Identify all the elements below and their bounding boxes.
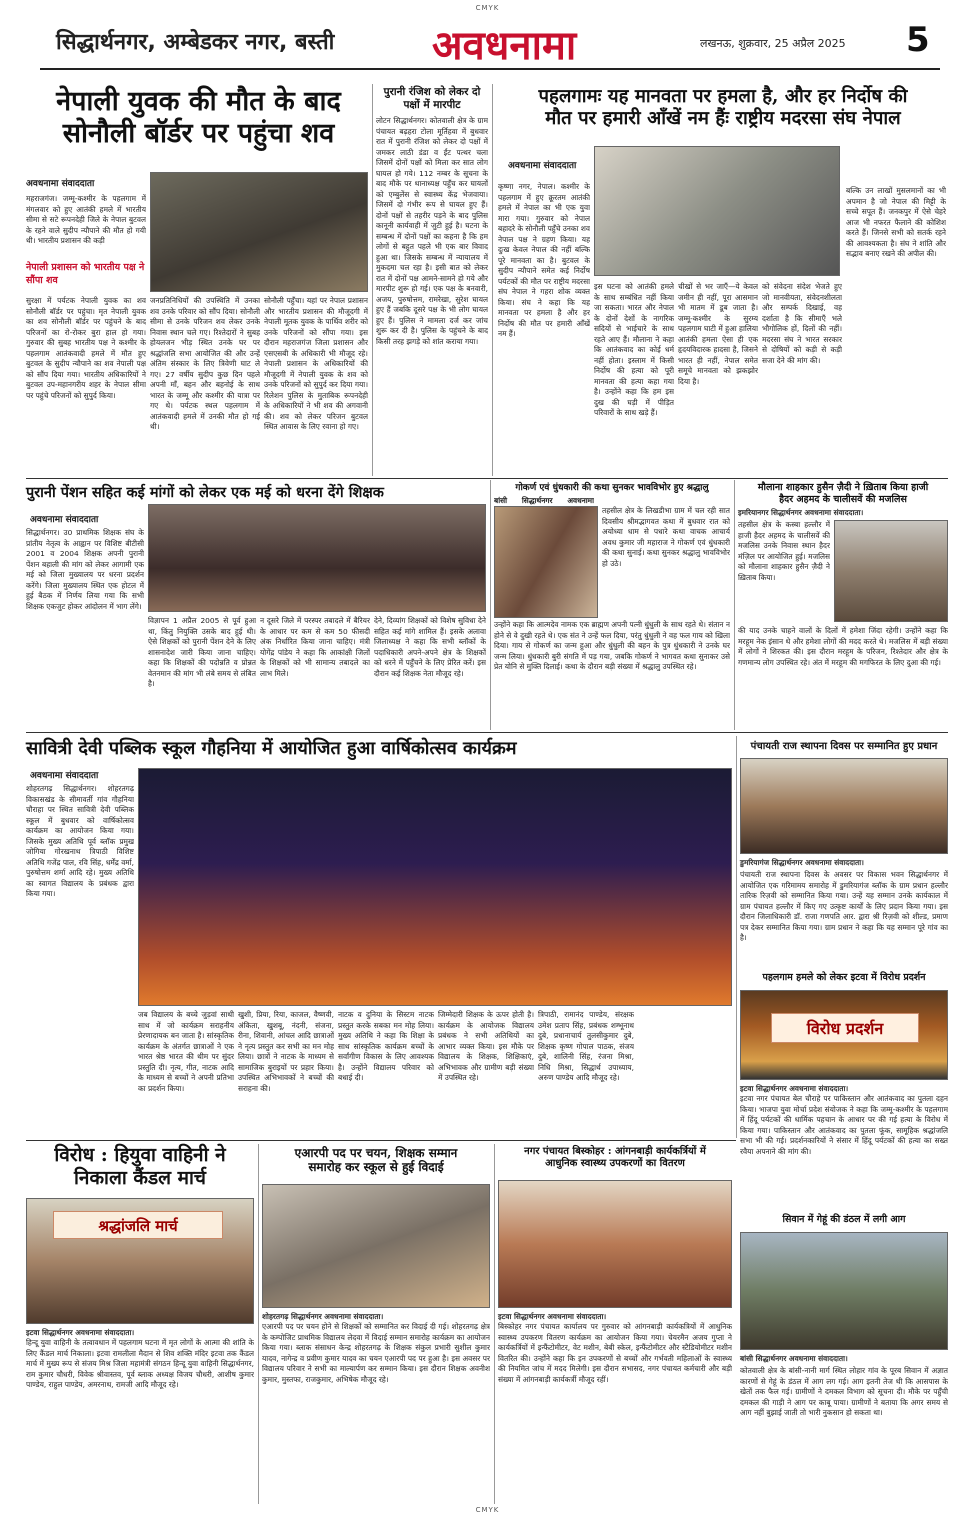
pahalgam-headline: [498, 86, 948, 130]
savitri-headline: सावित्री देवी पब्लिक स्कूल गौहनिया में आयोजित हुआ वार्षिकोत्सव कार्यक्रम: [26, 738, 517, 759]
maulana-body-bottom: की याद उनके चाहने वालों के दिलों में हमेशा जिंदा रहेगी। उन्होंने कहा कि मरहूम नेक इंसान थे और हमेशा लोगों की मदद करते थे। मजलिस में बड़ी संख्या में लोगों ने शिरकत की। इस दौरान मरहूम के परिजन, रिश्तेदार और क्षेत्र के गणमान्य लोग उपस्थित रहे। अंत में मरहूम की मगफिरत के लिए दुआ की गई।: [738, 626, 948, 667]
savitri-col5: जिम्मेदारी शिक्षक के ऊपर होती है। कार्यक्रम के आयोजक विद्यालय प्रबंधक ने सभी अतिथियों का आभार व्यक्त किया। इस मौके पर विद्यालय के शिक्षक, शिक्षिकाएं, अभिभावक और ग्रामीण बड़ी संख्या में उपस्थित रहे।: [438, 1010, 534, 1083]
nepal-headline-line1: नेपाली युवक की मौत के बाद: [56, 86, 341, 117]
wheat-body: कोतवाली क्षेत्र के बांसी-नानी मार्ग स्थित लोहार गांव के पूरब सिवान में अज्ञात कारणों से गेहूं के डंठल में आग लग गई। आग इतनी तेज थी कि आसपास के खेतों तक फैल गई। ग्रामीणों ने दमकल विभाग को सूचना दी। मौके पर पहुँची दमकल की गाड़ी ने आग पर काबू पाया। ग्रामीणों ने बताया कि अगर समय से आग नहीं बुझाई जाती तो भारी नुकसान हो सकता था।: [740, 1366, 948, 1418]
nepal-headline-line2: सोनौली बॉर्डर पर पहुंचा शव: [62, 118, 335, 150]
masthead: [40, 14, 940, 70]
section-rule: [26, 478, 948, 479]
savitri-col1: शोहरतगढ़ सिद्धार्थनगर। शोहरतगढ़ विकासखंड के सीमावर्ती गांव गौहनिया चौराहा पर स्थित सावित्री देवी पब्लिक स्कूल में बुधवार को वार्षिकोत्सव कार्यक्रम का आयोजन किया गया। जिसके मुख्य अतिथि पूर्व ब्लॉक प्रमुख जोगिया गोरखनाथ त्रिपाठी विशिष्ट अतिथि गजेंद्र पाल, रवि सिंह, धर्मेंद्र वर्मा, पुरुषोत्तम शर्मा आदि रहे। मुख्य अतिथि का स्वागत विद्यालय के प्रबंधक द्वारा किया गया।: [26, 784, 134, 899]
pahalgam-col3: चीखों से भर जाएँ—ये केवल जमीन ही नहीं, पूरा आसमान भी मातम में डूब जाता है। जम्मू-कश्मीर के सुरम्य पहलगाम घाटी में हुआ हालिया आतंकी हमला ऐसा ही एक हृदयविदारक हादसा है, जिसने भारत ही नहीं, नेपाल समेत समूचे मानवता को झकझोर दिया है।: [678, 282, 758, 386]
wheat-photo: [740, 1232, 948, 1350]
anganwadi-headline-line2: आधुनिक स्वास्थ्य उपकरणों का वितरण: [545, 1158, 685, 1169]
maulana-body-top: तहसील क्षेत्र के कस्बा हल्लौर में हाजी हैदर अहमद के चालीसवें की मजलिस उनके निवास स्थान हैदर मंज़िल पर आयोजित हुई। मजलिस को मौलाना शाहकार हुसैन ज़ैदी ने ख़िताब किया।: [738, 520, 830, 582]
savitri-col6: त्रिपाठी, रामानंद पाण्डेय, संरक्षक उमेश प्रताप सिंह, प्रबंधक शम्भूनाथ दुबे, प्रधानाचार्य तुलसीकुमार दुबे, शिक्षक कृष्ण गोपाल पाठक, संजय दुबे, शालिनी सिंह, रंजना मिश्रा, निधि मिश्रा, सिद्धार्थ उपाध्याय, अरुण पाण्डेय आदि मौजूद रहे।: [538, 1010, 634, 1083]
page-number: 5: [906, 20, 930, 60]
pahalgam-col4: को संवेदना संदेश भेजते हुए जो मानवीयता, संवेदनशीलता और सम्पर्क दिखाई, वह दर्शाता है कि सीमाएँ भले भौगोलिक हों, दिलों की नहीं। मदरसा संघ ने भारत सरकार से दोषियों को कड़ी से कड़ी सजा देने की मांग की।: [762, 282, 842, 365]
shradh-headline: गोकर्ण एवं धुंधकारी की कथा सुनकर भावविभोर हुए श्रद्धालु: [515, 483, 709, 493]
clash-body: लोटन सिद्धार्थनगर। कोतवाली क्षेत्र के ग्राम पंचायत बढ़हरा टोला मूर्तिहवा में बुधवार रात में पुरानी रंजिश को लेकर दो पक्षों में जमकर लाठी डंडा व ईंट पत्थर चला जिसमें दोनों पक्षों को मिला कर सात लोग घायल हो गये। 112 नम्बर के सूचना के बाद मौके पर थानाध्यक्ष पहुँच कर घायलों को एम्बुलेंस से स्वास्थ्य केंद्र भेजवाया। जिसमें दो गंभीर रूप से घायल हुए हैं। दोनों पक्षों से तहरीर पड़ने के बाद पुलिस कानूनी कार्यवाही में जुटी हुई है। घटना के सम्बन्ध में दोनों पक्षों का कहना है कि हम लोगों से बहुत पहले भी एक बार विवाद हुआ था। जिसके सम्बन्ध में न्यायालय में मुकदमा चल रहा है। इसी बात को लेकर रात में दोनों पक्ष आमने-सामने हो गये और मारपीट शुरू हो गई। एक पक्ष के बनवारी, अजय, पुरुषोत्तम, रामरेखा, सुरेश घायल हुए हैं जबकि दूसरे पक्ष के भी लोग घायल हुए हैं। पुलिस ने मामला दर्ज कर जांच शुरू कर दी है। पुलिस के पहुंचने के बाद किसी तरह झगड़े को शांत कराया गया।: [376, 116, 488, 346]
nepal-col2: जनप्रतिनिधियों की उपस्थिति में उनका शव उनके परिवार को सौंप दिया। सोनौली सीमा से उनके परिजन शव लेकर उनके निवास स्थान चले गए। रिश्तेदारों ने सुबह होयलजन भीड़ स्थित उनके घर पर श्रद्धांजलि सभा आयोजित की और उन्हें अंतिम संस्कार के लिए त्रिवेणी घाट ले गए। 27 वर्षीय सुदीप कुछ दिन पहले अपनी माँ, बहन और बहनोई के साथ भारत के जम्मू और कश्मीर की यात्रा पर गए थे। पर्यटक स्थल पहलगाम में आतंकवादी हमले में उनकी मौत हो गई थी।: [150, 296, 260, 432]
nepal-byline: अवधनामा संवाददाता: [26, 179, 95, 189]
arp-headline-line2: समारोह कर स्कूल से हुई विदाई: [308, 1160, 444, 1175]
pahalgam-col1: कृष्णा नगर, नेपाल। कश्मीर के पहलगाम में हुए क्रूरतम आतंकी हमले में नेपाल का भी एक युवा मारा गया। गुरुवार को नेपाल बहादरे के सोनौली पहुँचे उनका शव नेपाल पक्ष ने ग्रहण किया। यह दुःख केवल नेपाल की नहीं बल्कि पूरे मानवता का है। बुटवल के सुदीप न्यौपाने समेत कई निर्दोष पर्यटकों की मौत पर राष्ट्रीय मदरसा संघ नेपाल ने गहरा शोक व्यक्त किया। संघ ने कहा कि यह मानवता पर हमला है और हर निर्दोष की मौत पर हमारी आँखें नम हैं।: [498, 182, 590, 339]
teachers-col2: विज्ञापन 1 अप्रैल 2005 से पूर्व हुआ था, किंतु नियुक्ति उसके बाद हुई थी। ऐसे शिक्षकों को पुरानी पेंशन देने के लिए शासनादेश जारी किया जाना चाहिए। कहा कि शिक्षकों की पदोन्नति व प्रोन्नत वेतनमान की मांग भी लंबे समय से लंबित है।: [148, 616, 256, 689]
teachers-photo: [148, 504, 486, 612]
arp-headline-line1: एआरपी पद पर चयन, शिक्षक सम्मान: [294, 1146, 458, 1160]
shradh-body-top: तहसील क्षेत्र के लिखडीभा ग्राम में चल रही सात दिवसीय श्रीमद्भागवत कथा में बुधवार रात को अयोध्या धाम से पधारे कथा वाचक आचार्य अवध कुमार जी महाराज ने गोकर्ण एवं धुंधकारी की कथा सुनाई। कथा सुनकर श्रद्धालु भावविभोर हो उठे।: [602, 506, 730, 568]
shradh-photo: [494, 506, 598, 618]
divider: [492, 84, 493, 476]
anganwadi-body: बिस्कोहर नगर पंचायत कार्यालय पर गुरुवार को आंगनबाड़ी कार्यकत्रियों में आधुनिक स्वास्थ्य उपकरण वितरण कार्यक्रम का आयोजन किया गया। चेयरमैन अजय गुप्ता ने कार्यकर्त्रियों में इन्फैंटोमीटर, वेट मशीन, बेबी स्केल, इन्फैंटोमीटर और स्टैडियोमीटर मशीन वितरित की। उन्होंने कहा कि इन उपकरणों से बच्चों और गर्भवती महिलाओं के स्वास्थ्य की नियमित जांच में मदद मिलेगी। इस दौरान सभासद, नगर पंचायत कर्मचारी और बड़ी संख्या में आंगनबाड़ी कार्यकर्त्री मौजूद रहीं।: [498, 1322, 732, 1384]
candle-headline-line2: निकाला कैंडल मार्च: [74, 1166, 206, 1189]
nepal-col1-bottom: सुरक्षा में पर्यटक नेपाली युवक का शव सोनौली बॉर्डर पर पहुंचा। मृत नेपाली युवक का शव सोनौली बॉर्डर पर पहुंचने के बाद परिजनों का रो-रोकर बुरा हाल हो गया। गुरुवार की सुबह भारतीय पक्ष ने कश्मीर के पहलगाम आतंकवादी हमले में मौत हुए बुटवल के सुदीप न्यौपाने का शव नेपाली पक्ष को सौंप दिया गया। भारतीय अधिकारियों ने बुटवल उप-महानगरीय शहर के नेपाल सीमा पर पहुंचे परिजनों को सुपुर्द किया।: [26, 296, 146, 400]
anganwadi-headline: [498, 1146, 732, 1170]
divider: [494, 1144, 495, 1504]
protest-photo: [740, 990, 948, 1080]
panchayat-body: पंचायती राज स्थापना दिवस के अवसर पर विकास भवन सिद्धार्थनगर में आयोजित एक गरिमामय समारोह में डुमरियागंज ब्लॉक के ग्राम प्रधान हल्लौर तारिक रिज़वी को सम्मानित किया गया। उन्हें यह सम्मान उनके कार्यकाल में ग्राम पंचायत हल्लौर में किए गए उत्कृष्ट कार्यों के लिए प्रदान किया गया। इस दौरान जिलाधिकारी डॉ. राजा गणपति आर. द्वारा श्री रिज़वी को शील्ड, प्रमाण पत्र देकर सम्मानित किया गया। ग्राम प्रधान ने कहा कि यह सम्मान पूरे गांव का है।: [740, 870, 948, 943]
anganwadi-headline-line1: नगर पंचायत बिस्कोहर : आंगनबाड़ी कार्यकर्त्रियों में: [524, 1146, 706, 1157]
protest-banner: विरोध प्रदर्शन: [771, 1013, 919, 1043]
protest-headline: पहलगाम हमले को लेकर इटवा में विरोध प्रदर्शन: [762, 972, 926, 983]
anganwadi-photo: [498, 1180, 732, 1308]
clash-headline-line1: पुरानी रंजिश को लेकर दो: [383, 86, 481, 98]
nepal-col1-top: महराजगंज। जम्मू-कश्मीर के पहलगाम में मंगलवार को हुए आतंकी हमले में भारतीय सीमा से सटे रूपनदेही जिले के नेपाल बुटवल के रहने वाले सुदीप न्यौपाने की मौत हो गयी थी। भारतीय प्रशासन की कड़ी: [26, 194, 146, 246]
candle-headline: [26, 1144, 254, 1190]
candle-headline-line1: विरोध : हियुवा वाहिनी ने: [54, 1144, 226, 1166]
nepal-headline: [26, 86, 371, 151]
section-rule: [26, 732, 948, 733]
candle-byline: इटवा सिद्धार्थनगर अवधनामा संवाददाता।: [26, 1328, 135, 1337]
pahalgam-col5: बल्कि उन लाखों मुसलमानों का भी अपमान है जो नेपाल की मिट्टी के सच्चे सपूत हैं। जनकपुर में ऐसे चेहरे आज भी नफरत फैलाने की कोशिश करते हैं। जिनसे सभी को सतर्क रहने की आवश्यकता है। संघ ने शांति और सद्भाव बनाए रखने की अपील की।: [846, 186, 946, 259]
anganwadi-byline: इटवा सिद्धार्थनगर अवधनामा संवाददाता।: [498, 1312, 607, 1321]
print-mark-bottom: CMYK: [475, 1506, 500, 1514]
nepal-col3: सोनौली पहुँचा। यहां पर नेपाल प्रशासन और भारतीय प्रशासन की मौजूदगी में नेपाली मूतक युवक के पार्थिव शरीर को उनके परिजनों को सौंपा गया। इस दौरान महराजगंज जिला प्रशासन और एसएसबी के अधिकारी भी मौजूद रहे। नेपाली प्रशासन के अधिकारियों की मौजूदगी में नेपाली युवक के शव को उनके परिजनों को सुपुर्द कर दिया गया। रिलेशन पुलिस के मुताबिक रूपनदेही के अधिकारियों ने भी शव की अगवानी की। शव को लेकर परिजन बुटवल स्थित आवास के लिए रवाना हो गए।: [264, 296, 368, 432]
divider: [372, 84, 373, 476]
divider: [734, 480, 735, 730]
arp-byline: शोहरतगढ़ सिद्धार्थनगर अवधनामा संवाददाता।: [262, 1312, 384, 1321]
savitri-col2: जब विद्यालय के बच्चे जुड़वां साथी साथ में जो कार्यक्रम सराहनीय प्रेरणादायक बन जाता है। सांस्कृतिक कार्यक्रम के अंतर्गत छात्राओं ने एक भारत श्रेष्ठ भारत की थीम पर सुंदर प्रस्तुति दी। नृत्य, गीत, नाटक आदि के माध्यम से बच्चों ने अपनी प्रतिभा का प्रदर्शन किया।: [138, 1010, 234, 1093]
shradh-byline: बांसी सिद्धार्थनगर अवधनामा: [494, 496, 594, 505]
savitri-photo: [138, 768, 732, 1006]
pahalgam-byline: अवधनामा संवाददाता: [508, 161, 577, 171]
savitri-col4: नाटक व दुनिया के सिस्टम नाटक प्रस्तुत करके सबका मन मोह लिया। मुख्य अतिथि ने कहा कि शिक्षा के साथ सांस्कृतिक कार्यक्रम बच्चों के सर्वांगीण विकास के लिए आवश्यक है। उन्होंने विद्यालय परिवार को बधाई दी।: [338, 1010, 434, 1083]
maulana-headline: [738, 482, 948, 507]
divider: [258, 1144, 259, 1504]
protest-byline: इटवा सिद्धार्थनगर अवधनामा संवाददाता।: [740, 1084, 849, 1093]
pahalgam-headline-line1: पहलगामः यह मानवता पर हमला है, और हर निर्दोष की: [538, 86, 908, 107]
clash-headline: [376, 86, 488, 111]
pahalgam-photo: [594, 146, 840, 276]
candle-body: हिन्दू युवा वाहिनी के तत्वावधान में पहलगाम घटना में मृत लोगों के आत्मा की शांति के लिए कैंडल मार्च निकाला। इटवा रामलीला मैदान से शिव शक्ति मंदिर इटवा तक कैंडल मार्च में मुख्य रूप से संजय मिश्र जिला महामंत्री संगठन हिन्दू युवा वाहिनी सिद्धार्थनगर, राम कुमार चौधरी, विवेक श्रीवास्तव, पूर्व ब्लाक अध्यक्ष विजय चौधरी, आशीष कुमार पाण्डेय, राहुल पाण्डेय, अमरनाथ, रामजी आदि मौजूद रहे।: [26, 1338, 254, 1390]
teachers-col3: न दूसरे जिले में परस्पर तबादले में बैरियर के आधार पर कम से कम 50 फीसदी अंक निर्धारित किया जाना चाहिए। मंत्री योगेंद्र पांडेय ने कहा कि आकांक्षी जिलों के शिक्षकों को भी सामान्य तबादले का लाभ मिले।: [260, 616, 370, 678]
divider: [490, 480, 491, 730]
protest-body: इटवा नगर पंचायत बेल चौराहे पर पाकिस्तान और आतंकवाद का पुतला दहन किया। भाजपा युवा मोर्चा प्रदेश संयोजक ने कहा कि जम्मू-कश्मीर के पहलगाम में हिंदू पर्यटकों की धार्मिक पहचान के आधार पर की गई हत्या के विरोध में किया गया। पाकिस्तान और आतंकवाद का पुतला फूंक, सामूहिक श्रद्धांजलि सभा भी की गई। प्रदर्शनकारियों ने संसार में हिंदू पर्यटकों की हत्या का सख्त रवैया अपनाने की मांग की।: [740, 1094, 948, 1156]
teachers-col1: सिद्धार्थनगर। उ0 प्राथमिक शिक्षक संघ के प्रांतीय नेतृत्व के आह्वान पर विशिष्ट बीटीसी 2001 व 2004 शिक्षक अपनी पुरानी पेंशन बहाली की मांग को लेकर आगामी एक मई को जिला मुख्यालय पर धरना प्रदर्शन करेंगे। जिला मुख्यालय स्थित एक होटल में हुई बैठक में निर्णय लिया गया कि सभी शिक्षक एकजुट होकर आंदोलन में भाग लेंगे।: [26, 528, 144, 611]
candle-banner: श्रद्धांजलि मार्च: [53, 1211, 223, 1239]
shradh-body-bottom: उन्होंने कहा कि आत्मदेव नामक एक ब्राह्मण अपनी पत्नी धुंधुली के साथ रहते थे। संतान न होने से वे दुखी रहते थे। एक संत ने उन्हें फल दिया, परंतु धुंधुली ने वह फल गाय को खिला दिया। गाय से गोकर्ण का जन्म हुआ और धुंधुली की बहन के पुत्र धुंधकारी ने उनके घर जन्म लिया। धुंधकारी बुरी संगति में पड़ गया, जबकि गोकर्ण ने भागवत कथा सुनाकर उसे प्रेत योनि से मुक्ति दिलाई। कथा के दौरान बड़ी संख्या में श्रद्धालु उपस्थित रहे।: [494, 620, 730, 672]
panchayat-byline: डुमरियागंज सिद्धार्थनगर अवधनामा संवाददाता।: [740, 858, 864, 867]
teachers-col4: देने, दिव्यांग शिक्षकों को विशेष सुविधा देने सहित कई मांगे शामिल हैं। इसके अलावा जिलाध्यक्ष ने कहा कि सभी ब्लॉकों के पदाधिकारी अपने-अपने क्षेत्र के शिक्षकों को धरने में पहुँचने के लिए प्रेरित करें। इस दौरान कई शिक्षक नेता मौजूद रहे।: [374, 616, 486, 678]
panchayat-photo: [740, 758, 948, 854]
region-label: सिद्धार्थनगर, अम्बेडकर नगर, बस्ती: [56, 30, 335, 55]
newspaper-logo: अवधनामा: [432, 22, 577, 69]
candle-photo: [26, 1198, 254, 1324]
maulana-byline: इमरियानगर सिद्धार्थनगर अवधनामा संवाददाता।: [738, 508, 864, 517]
arp-photo: [262, 1184, 490, 1308]
maulana-headline-line1: मौलाना शाहकार हुसैन ज़ैदी ने ख़िताब किया हाजी: [757, 482, 929, 493]
divider: [736, 736, 737, 1138]
print-mark-top: CMYK: [475, 4, 500, 12]
teachers-headline: पुरानी पेंशन सहित कई मांगों को लेकर एक मई को धरना देंगे शिक्षक: [26, 484, 384, 501]
clash-headline-line2: पक्षों में मारपीट: [403, 98, 461, 111]
pahalgam-col2: इस घटना को आतंकी हमले के साथ सम्बंधित नहीं किया जा सकता। भारत और नेपाल के दोनों देशों के नागरिक सदियों से भाईचारे के साथ रहते आए हैं। मौलाना ने कहा कि आतंकवाद का कोई धर्म नहीं होता। इस्लाम में किसी निर्दोष की हत्या को पूरी मानवता की हत्या कहा गया है। उन्होंने कहा कि हम इस दुख की घड़ी में पीड़ित परिवारों के साथ खड़े हैं।: [594, 282, 674, 418]
savitri-byline: अवधनामा संवाददाता: [30, 771, 99, 781]
arp-headline: [262, 1146, 490, 1175]
panchayat-headline: पंचायती राज स्थापना दिवस पर सम्मानित हुए प्रधान: [750, 741, 938, 752]
arp-body: एआरपी पद पर चयन होने से शिक्षकों को सम्मानित कर विदाई दी गई। शोहरतगढ़ क्षेत्र के कम्पोजिट प्राथमिक विद्यालय लेदवा में विदाई सम्मान समारोह कार्यक्रम का आयोजन किया गया। ब्लाक संसाधन केन्द्र शोहरतगढ़ के शिक्षक संकुल प्रभारी सुशील कुमार यादव, नागेन्द्र व प्रवीण कुमार यादव का चयन एआरपी पद पर हुआ है। इस अवसर पर विद्यालय परिवार ने सभी का माल्यार्पण कर सम्मान किया। इस दौरान शिक्षक अवनीश कुमार, मुस्तफा, राजकुमार, अभिषेक मौजूद रहे।: [262, 1322, 490, 1384]
wheat-headline: सिवान में गेहूं की डंठल में लगी आग: [782, 1214, 906, 1225]
pahalgam-headline-line2: मौत पर हमारी आँखें नम हैंः राष्ट्रीय मदरसा संघ नेपाल: [545, 108, 901, 130]
teachers-byline: अवधनामा संवाददाता: [30, 515, 99, 525]
wheat-byline: बांसी सिद्धार्थनगर अवधनामा संवाददाता।: [740, 1354, 848, 1363]
savitri-col3: खुशी, प्रिया, रिया, काजल, वैष्णवी, अंकिता, खुशबू, नंदनी, संजना, रीना, शिवानी, आंचल आदि छात्राओं ने नृत्य प्रस्तुत कर सभी का मन मोह लिया। छात्रों ने नाटक के माध्यम से सामाजिक बुराइयों पर प्रहार किया। उपस्थित अभिभावकों ने बच्चों की सराहना की।: [238, 1010, 334, 1093]
nepal-pullquote: नेपाली प्रशासन को भारतीय पक्ष ने सौंपा शव: [26, 262, 145, 286]
dateline: लखनऊ, शुक्रवार, 25 अप्रैल 2025: [700, 37, 846, 50]
maulana-headline-line2: हैदर अहमद के चालीसवें की मजलिस: [779, 494, 907, 506]
section-rule: [26, 1140, 736, 1141]
maulana-photo: [834, 520, 948, 622]
nepal-photo: [150, 172, 368, 292]
